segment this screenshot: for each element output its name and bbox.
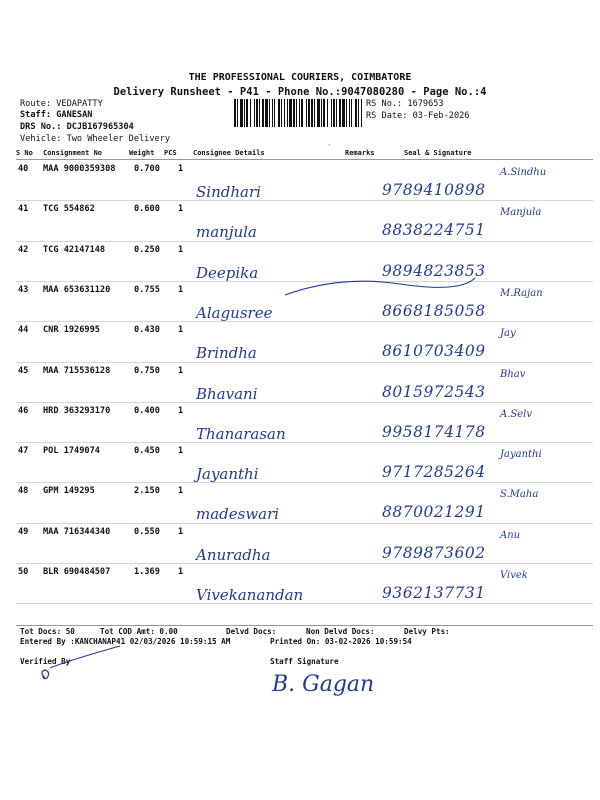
row-sno: 41 xyxy=(18,204,29,215)
row-phone: 9789873602 xyxy=(382,543,486,562)
barcode-bar xyxy=(234,99,236,127)
barcode-bar xyxy=(361,99,362,127)
row-pcs: 1 xyxy=(178,204,184,215)
row-pcs: 1 xyxy=(178,365,184,376)
barcode-bar xyxy=(240,99,243,127)
row-consignee-name: Thanarasan xyxy=(196,424,286,443)
row-weight: 0.550 xyxy=(134,526,160,537)
col-weight: Weight xyxy=(129,149,155,157)
row-weight: 0.450 xyxy=(134,446,160,457)
barcode-bar xyxy=(342,99,345,127)
barcode-bar xyxy=(358,99,359,127)
barcode-bar xyxy=(317,99,320,127)
row-weight: 0.600 xyxy=(134,204,160,215)
row-sno: 43 xyxy=(18,284,29,295)
row-consignment: TCG 42147148 xyxy=(43,244,106,255)
row-sno: 50 xyxy=(18,567,29,577)
barcode-bar xyxy=(281,99,282,127)
row-weight: 1.369 xyxy=(134,567,160,577)
row-consignment: TCG 554862 xyxy=(43,204,95,215)
col-pcs: PCS xyxy=(164,149,177,157)
barcode-bar xyxy=(289,99,292,127)
verified-by-label: Verified By xyxy=(20,657,71,666)
row-consignment: CNR 1926995 xyxy=(43,325,100,336)
row-consignee-name: Deepika xyxy=(196,263,259,282)
barcode-bar xyxy=(301,99,303,127)
table-row xyxy=(16,321,593,322)
row-consignee-name: Vivekanandan xyxy=(196,586,304,604)
barcode-bar xyxy=(293,99,295,127)
barcode-bar xyxy=(246,99,248,127)
row-sno: 40 xyxy=(18,164,29,174)
row-consignment: MAA 653631120 xyxy=(43,284,111,295)
barcode-bar xyxy=(296,99,297,127)
staff-signature-hand: B. Gagan xyxy=(272,672,375,697)
barcode-bar xyxy=(314,99,315,127)
row-phone: 9717285264 xyxy=(382,463,486,482)
row-consignee-name: Brindha xyxy=(196,344,257,363)
row-phone: 8015972543 xyxy=(382,382,486,401)
total-docs: Tot Docs: 50 xyxy=(20,627,75,636)
table-row xyxy=(16,563,593,564)
row-weight: 0.700 xyxy=(134,164,160,174)
barcode-bar xyxy=(254,99,255,127)
barcode-bar xyxy=(346,99,347,127)
staff-signature-label: Staff Signature xyxy=(270,657,339,666)
barcode-bar xyxy=(262,99,264,127)
row-consignee-name: Sindhari xyxy=(196,183,261,201)
row-consignment: GPM 149295 xyxy=(43,486,95,497)
barcode-bar xyxy=(321,99,322,127)
row-phone: 9958174178 xyxy=(382,422,486,441)
barcode-bar xyxy=(339,99,341,127)
barcode-bar xyxy=(284,99,285,127)
barcode-bar xyxy=(323,99,325,127)
rs-number: RS No.: 1679653 xyxy=(366,99,444,109)
row-consignment: POL 1749074 xyxy=(43,446,100,457)
table-row xyxy=(16,603,593,604)
row-signature: A.Sindhu xyxy=(500,167,547,178)
barcode-bar xyxy=(272,99,273,127)
row-phone: 8838224751 xyxy=(382,221,486,240)
row-signature: Jay xyxy=(500,328,516,340)
row-consignee-name: manjula xyxy=(196,223,257,242)
row-sno: 44 xyxy=(18,325,29,336)
row-consignee-name: Alagusree xyxy=(196,303,273,322)
col-sno: S No xyxy=(16,149,33,157)
row-weight: 0.250 xyxy=(134,244,160,255)
col-consignee: Consignee Details xyxy=(193,149,265,157)
barcode-bar xyxy=(306,99,307,127)
table-row xyxy=(16,200,593,201)
row-weight: 0.755 xyxy=(134,284,160,295)
barcode-bar xyxy=(299,99,300,127)
row-phone: 9894823853 xyxy=(382,261,486,280)
barcode-bar xyxy=(308,99,310,127)
barcode-bar xyxy=(265,99,268,127)
barcode-bar xyxy=(256,99,258,127)
row-consignment: HRD 363293170 xyxy=(43,405,111,416)
row-weight: 0.430 xyxy=(134,325,160,336)
col-consignment: Consignment No xyxy=(43,149,103,157)
row-sno: 42 xyxy=(18,244,29,255)
delivered-docs: Delvd Docs: xyxy=(226,627,277,636)
rs-date: RS Date: 03-Feb-2026 xyxy=(366,111,470,121)
total-cod: Tot COD Amt: 0.00 xyxy=(100,627,178,636)
row-signature: Anu xyxy=(500,529,521,541)
pen-mark: ˋ xyxy=(327,144,333,154)
row-sno: 45 xyxy=(18,365,29,376)
col-seal: Seal & Signature xyxy=(404,149,472,157)
barcode-bar xyxy=(274,99,275,127)
row-sno: 46 xyxy=(18,405,29,416)
col-remarks: Remarks xyxy=(345,149,375,157)
row-signature: Bhav xyxy=(500,368,526,380)
row-pcs: 1 xyxy=(178,486,184,497)
table-row xyxy=(16,523,593,524)
row-signature: Vivek xyxy=(500,570,528,581)
barcode-bar xyxy=(349,99,350,127)
table-row xyxy=(16,482,593,483)
row-signature: M.Rajan xyxy=(500,287,543,299)
non-delivered-docs: Non Delvd Docs: xyxy=(306,627,375,636)
barcode xyxy=(234,99,362,127)
row-consignee-name: Bhavani xyxy=(196,384,258,403)
printed-on: Printed On: 03-02-2026 10:59:54 xyxy=(270,637,412,646)
barcode-bar xyxy=(259,99,260,127)
row-consignee-name: Jayanthi xyxy=(196,465,259,484)
row-signature: Manjula xyxy=(500,207,542,219)
barcode-bar xyxy=(336,99,337,127)
company-title: THE PROFESSIONAL COURIERS, COIMBATORE xyxy=(188,72,412,83)
row-phone: 9362137731 xyxy=(382,584,486,602)
runsheet-subtitle: Delivery Runsheet - P41 - Phone No.:9047080280 - Page No.:4 xyxy=(113,86,487,98)
entered-by: Entered By :KANCHANAP41 02/03/2026 10:59:15 AM xyxy=(20,637,231,646)
barcode-bar xyxy=(237,99,238,127)
row-pcs: 1 xyxy=(178,325,184,336)
barcode-bar xyxy=(327,99,328,127)
row-weight: 0.400 xyxy=(134,405,160,416)
row-pcs: 1 xyxy=(178,405,184,416)
row-signature: A.Selv xyxy=(500,408,533,420)
row-consignment: MAA 9000359308 xyxy=(43,164,116,174)
delivery-points: Delvy Pts: xyxy=(404,627,450,636)
barcode-bar xyxy=(269,99,270,127)
route-label: Route: VEDAPATTY xyxy=(20,99,103,109)
pen-stroke xyxy=(280,270,480,300)
row-sno: 49 xyxy=(18,526,29,537)
table-row xyxy=(16,402,593,403)
barcode-bar xyxy=(355,99,357,127)
barcode-bar xyxy=(287,99,288,127)
barcode-bar xyxy=(244,99,245,127)
drs-label: DRS No.: DCJB167965304 xyxy=(20,122,134,132)
row-sno: 48 xyxy=(18,486,29,497)
row-phone: 8870021291 xyxy=(382,503,486,522)
row-phone: 9789410898 xyxy=(382,181,486,199)
row-signature: Jayanthi xyxy=(500,449,542,461)
row-pcs: 1 xyxy=(178,567,184,577)
row-consignment: BLR 690484507 xyxy=(43,567,111,577)
row-phone: 8610703409 xyxy=(382,342,486,361)
vehicle-label: Vehicle: Two Wheeler Delivery xyxy=(20,134,171,144)
row-consignment: MAA 715536128 xyxy=(43,365,111,376)
row-weight: 2.150 xyxy=(134,486,160,497)
barcode-bar xyxy=(351,99,352,127)
row-consignee-name: madeswari xyxy=(196,505,280,524)
barcode-bar xyxy=(333,99,335,127)
row-phone: 8668185058 xyxy=(382,301,486,320)
header-divider xyxy=(16,159,593,160)
barcode-bar xyxy=(331,99,332,127)
table-row xyxy=(16,442,593,443)
row-consignment: MAA 716344340 xyxy=(43,526,111,537)
barcode-bar xyxy=(250,99,251,127)
table-row xyxy=(16,241,593,242)
row-pcs: 1 xyxy=(178,446,184,457)
verified-by-signature xyxy=(20,640,130,690)
barcode-bar xyxy=(311,99,313,127)
table-row xyxy=(16,362,593,363)
row-consignee-name: Anuradha xyxy=(196,545,271,564)
staff-label: Staff: GANESAN xyxy=(20,110,93,120)
footer-divider xyxy=(16,625,593,626)
row-pcs: 1 xyxy=(178,284,184,295)
row-weight: 0.750 xyxy=(134,365,160,376)
row-sno: 47 xyxy=(18,446,29,457)
row-pcs: 1 xyxy=(178,526,184,537)
barcode-bar xyxy=(278,99,280,127)
row-signature: S.Maha xyxy=(500,489,539,501)
row-pcs: 1 xyxy=(178,244,184,255)
row-pcs: 1 xyxy=(178,164,184,174)
